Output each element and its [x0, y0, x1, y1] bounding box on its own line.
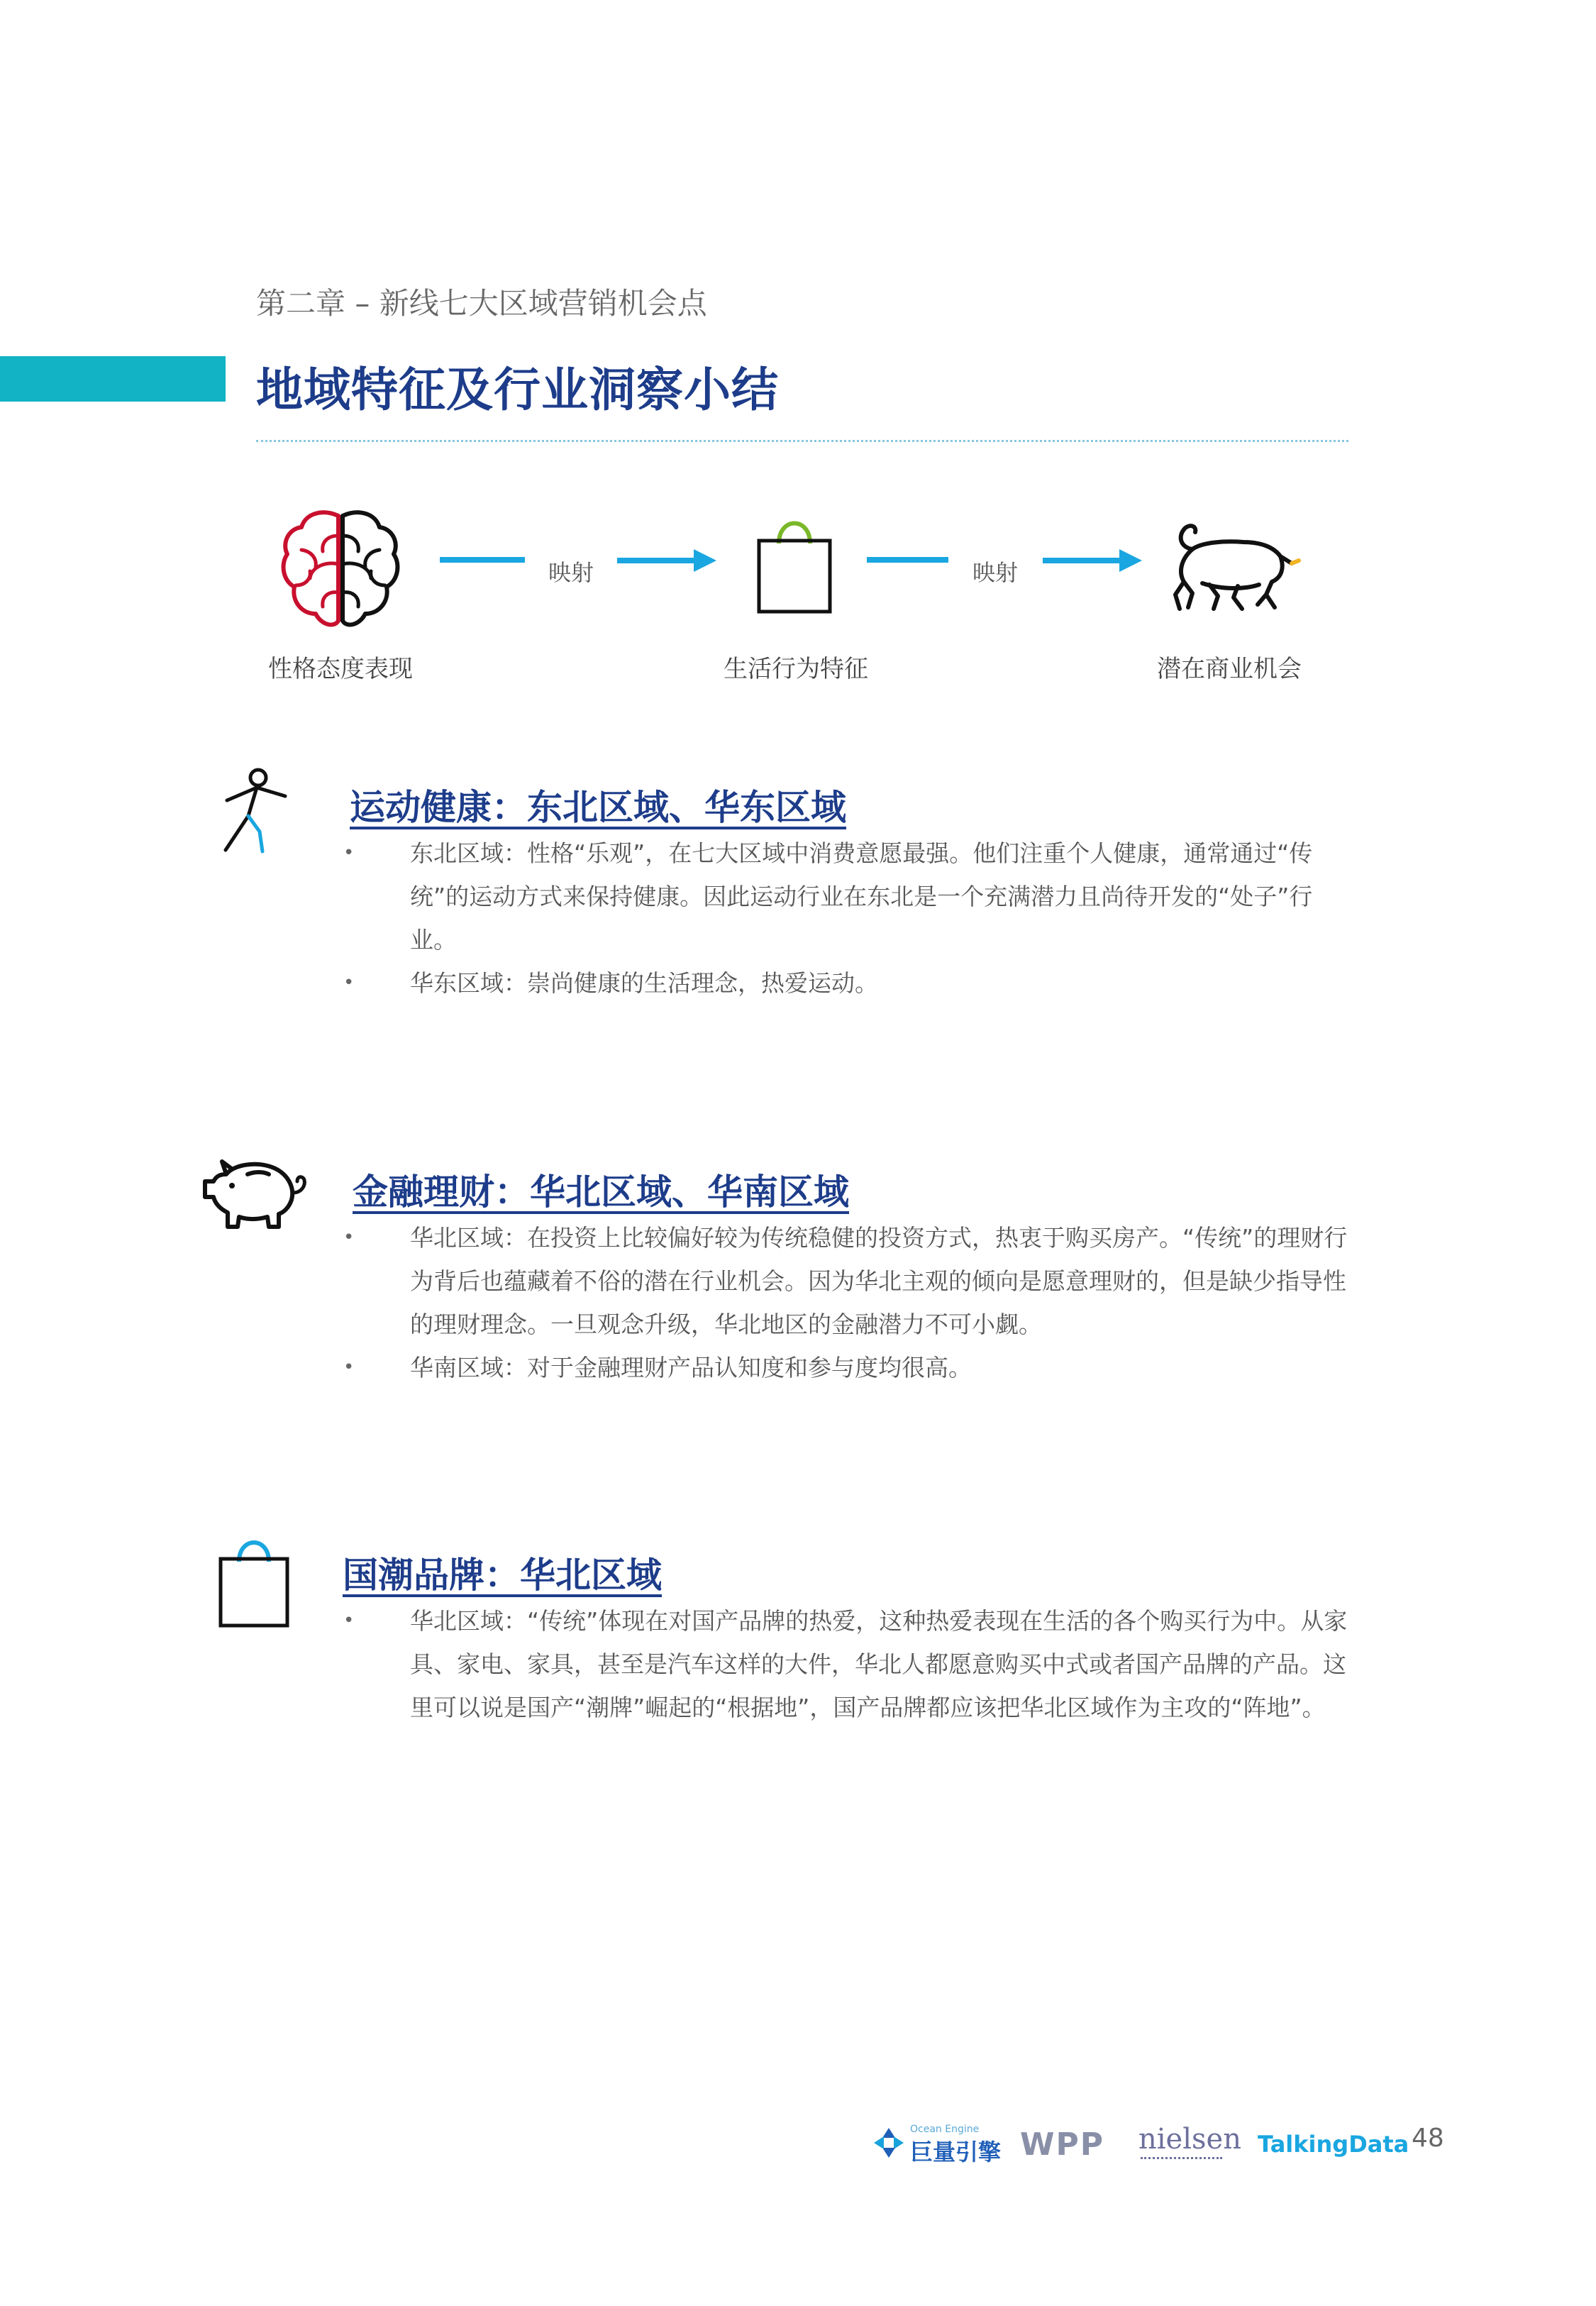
list-item: • 华北区域：“传统”体现在对国产品牌的热爱，这种热爱表现在生活的各个购买行为中。从家具、家电、家具，甚至是汽车这样的大件，华北人都愿意购买中式或者国产品牌的产品。这里可以说是国产“潮牌”崛起的“根据地”，国产品牌都应该把华北区域作为主攻的“阵地”。 — [333, 1599, 1355, 1729]
shopping-bag-icon — [215, 1529, 293, 1628]
bullet-list — [333, 1599, 1355, 1729]
section-title: 金融理财：华北区域、华南区域 — [353, 1171, 849, 1213]
bullet-dot: • — [343, 972, 355, 993]
section-title: 运动健康：东北区域、华东区域 — [350, 787, 846, 828]
bullet-dot: • — [343, 1357, 355, 1378]
arrow-right-icon — [1043, 546, 1142, 575]
accent-bar — [0, 356, 226, 402]
nielsen-dots — [1141, 2157, 1222, 2159]
nielsen-logo: nielsen — [1138, 2123, 1241, 2156]
bull-icon — [1160, 517, 1302, 623]
title-divider — [256, 440, 1348, 442]
section-title: 国潮品牌：华北区域 — [343, 1555, 662, 1596]
oceanengine-small-text: Ocean Engine — [910, 2124, 980, 2135]
list-item: • 东北区域：性格“乐观”，在七大区域中消费意愿最强。他们注重个人健康，通常通过“传统”的运动方式来保持健康。因此运动行业在东北是一个充满潜力且尚待开发的“处子”行业。 — [333, 832, 1355, 961]
runner-icon — [220, 766, 291, 855]
brain-icon — [280, 507, 401, 635]
shopping-bag-icon — [752, 509, 837, 616]
connector-line — [440, 557, 525, 563]
talkingdata-logo: TalkingData — [1258, 2131, 1409, 2158]
map-label: 映射 — [972, 559, 1018, 586]
bullet-list — [333, 832, 1355, 1005]
oceanengine-logo-icon — [871, 2125, 907, 2161]
connector-line — [867, 557, 948, 563]
page-title: 地域特征及行业洞察小结 — [256, 363, 779, 417]
bullet-dot: • — [343, 842, 355, 864]
bullet-dot: • — [343, 1227, 355, 1248]
oceanengine-logo: 巨量引擎 — [910, 2139, 1002, 2166]
chapter-heading: 第二章 – 新线七大区域营销机会点 — [256, 286, 707, 321]
flow-step-label: 性格态度表现 — [268, 655, 413, 683]
page-number: 48 — [1412, 2124, 1444, 2153]
arrow-right-icon — [617, 546, 716, 575]
flow-step-label: 生活行为特征 — [724, 655, 868, 683]
piggy-bank-icon — [201, 1153, 311, 1235]
list-item: • 华南区域：对于金融理财产品认知度和参与度均很高。 — [333, 1346, 1355, 1389]
bullet-list — [333, 1216, 1355, 1389]
map-label: 映射 — [548, 559, 594, 586]
list-item: • 华东区域：崇尚健康的生活理念，热爱运动。 — [333, 961, 1355, 1005]
list-item: • 华北区域：在投资上比较偏好较为传统稳健的投资方式，热衷于购买房产。“传统”的理财行为背后也蕴藏着不俗的潜在行业机会。因为华北主观的倾向是愿意理财的，但是缺少指导性的理财理念。一旦观念升级，华北地区的金融潜力不可小觑。 — [333, 1216, 1355, 1346]
wpp-logo: WPP — [1020, 2126, 1105, 2163]
flow-step-label: 潜在商业机会 — [1157, 655, 1302, 683]
bullet-dot: • — [343, 1610, 355, 1631]
